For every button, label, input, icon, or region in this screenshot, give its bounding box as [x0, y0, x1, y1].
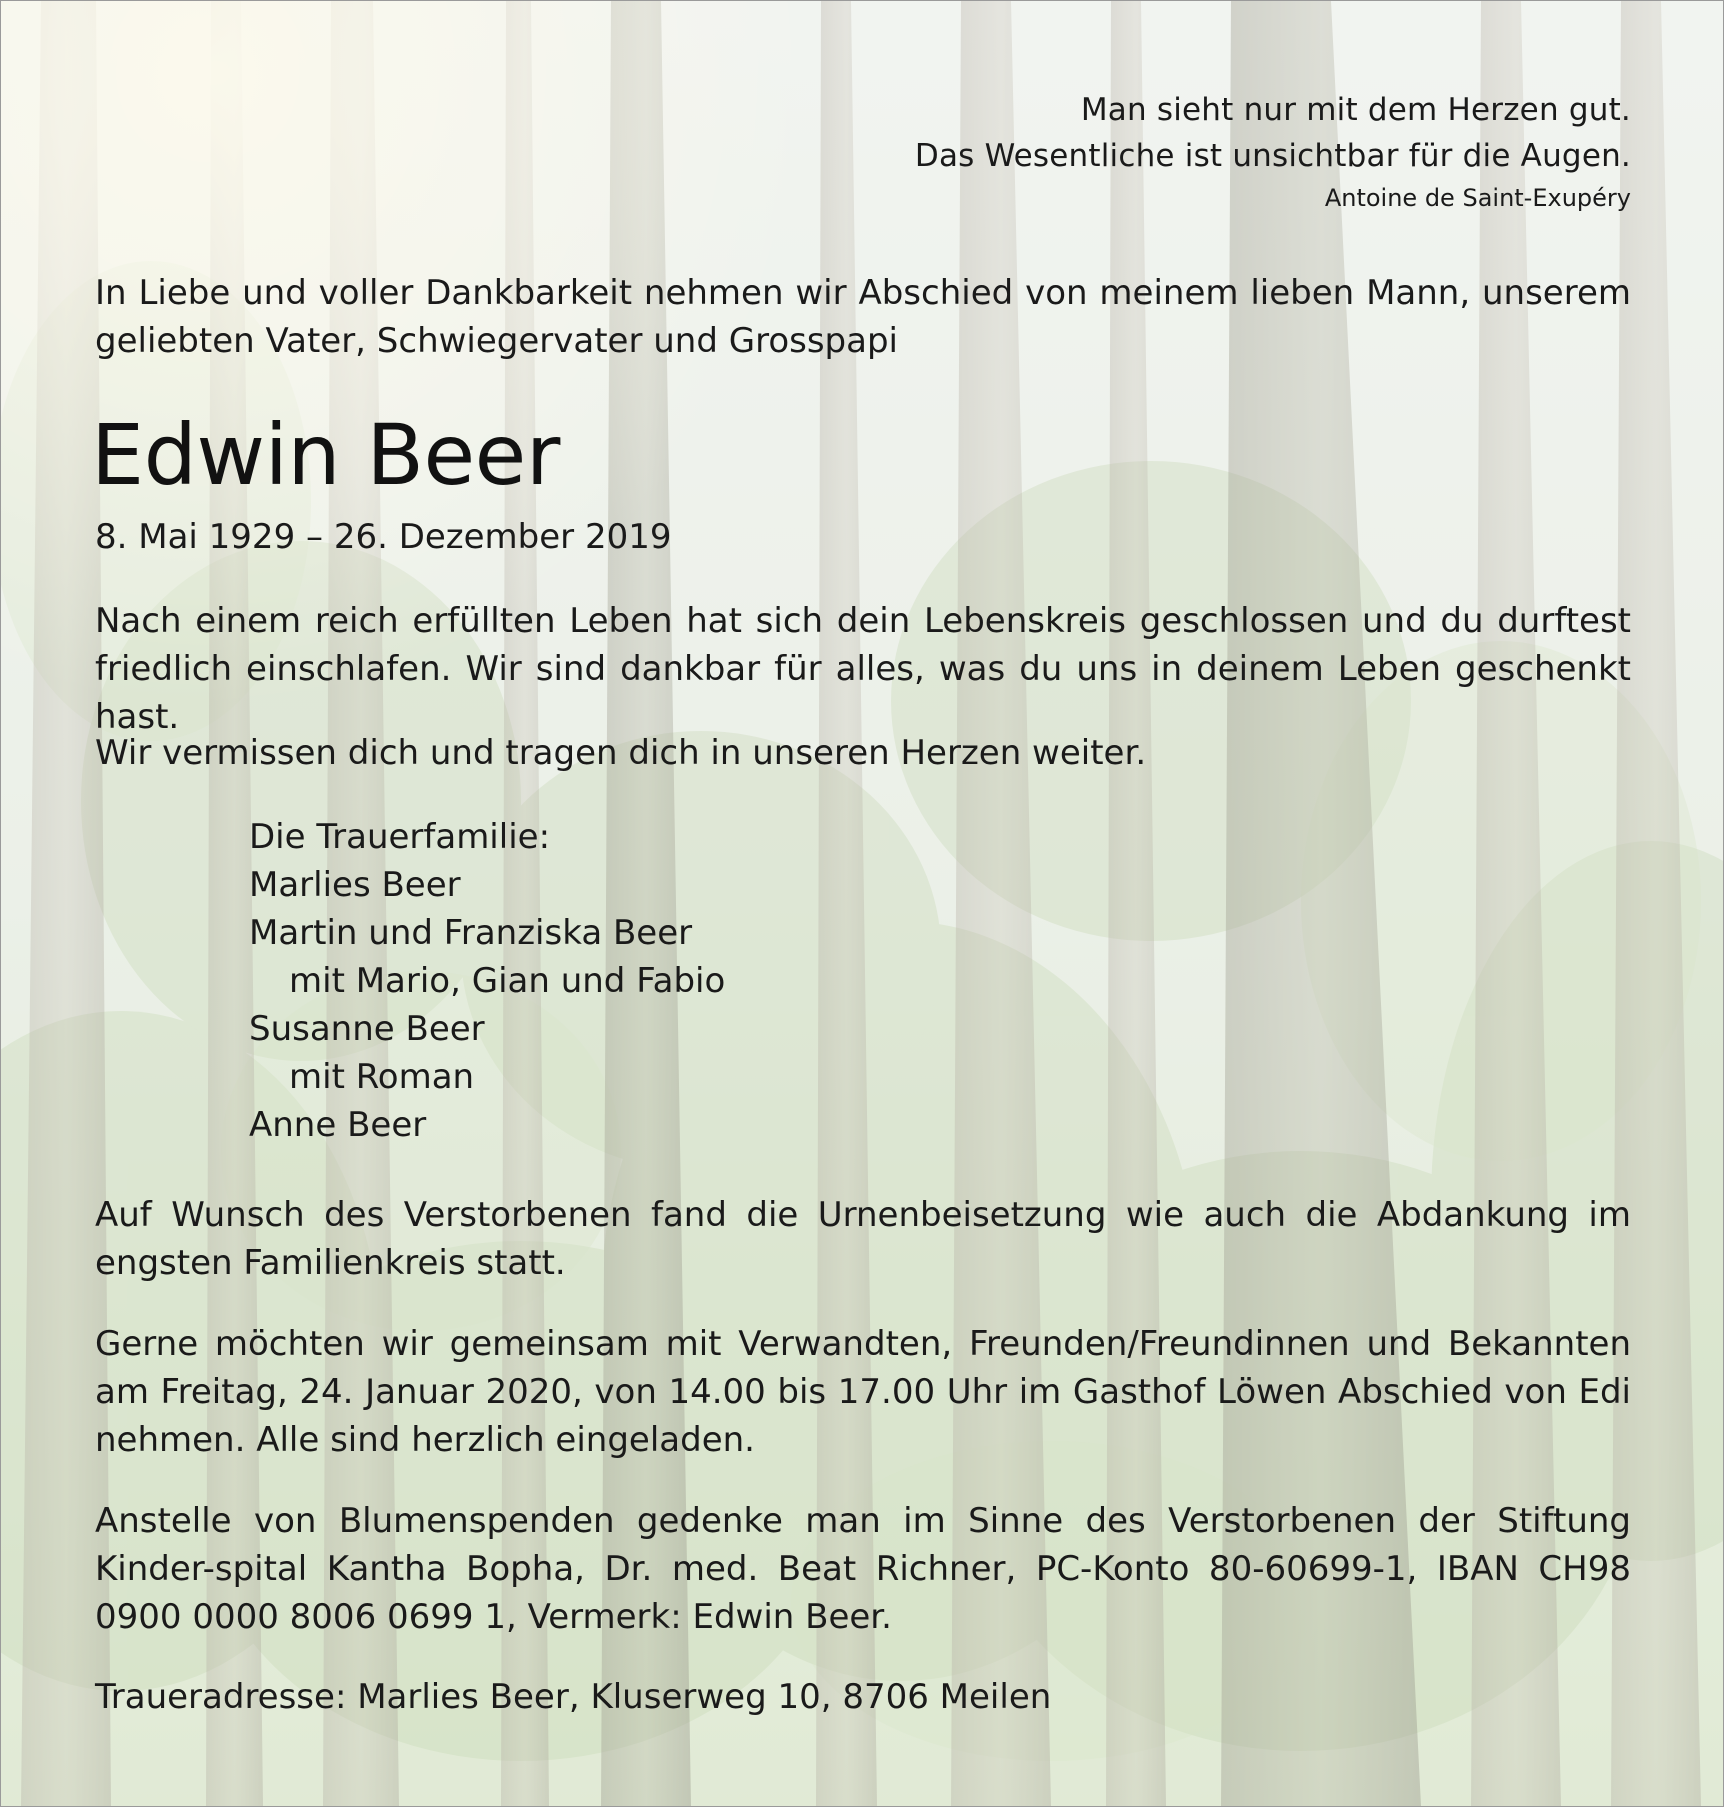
life-dates: 8. Mai 1929 – 26. Dezember 2019	[95, 517, 672, 557]
epigraph-quote	[915, 87, 1631, 217]
mourning-address: Traueradresse: Marlies Beer, Kluserweg 10, 8706 Meilen	[95, 1677, 1052, 1717]
family-member: Anne Beer	[249, 1105, 427, 1145]
family-member: mit Mario, Gian und Fabio	[289, 961, 726, 1001]
farewell-paragraph: Gerne möchten wir gemeinsam mit Verwandten, Freunden/Freundinnen und Bekannten am Freitag, 24. Januar 2020, von 14.00 bis 17.00 Uhr im Gasthof Löwen Abschied von Edi nehmen. Alle sind herzlich eingeladen.	[95, 1324, 1631, 1460]
miss-paragraph: Wir vermissen dich und tragen dich in unseren Herzen weiter.	[95, 733, 1147, 773]
family-member: mit Roman	[289, 1057, 475, 1097]
quote-line: Das Wesentliche ist unsichtbar für die Augen.	[914, 138, 1631, 174]
life-paragraph: Nach einem reich erfüllten Leben hat sich dein Lebenskreis geschlossen und du durftest friedlich einschlafen. Wir sind dankbar für alles, was du uns in deinem Leben geschenkt hast.	[95, 601, 1631, 737]
burial-paragraph: Auf Wunsch des Verstorbenen fand die Urnenbeisetzung wie auch die Abdankung im engsten Familienkreis statt.	[95, 1195, 1631, 1283]
family-member: Martin und Franziska Beer	[249, 913, 693, 953]
mourning-family	[249, 813, 725, 1149]
family-member: Marlies Beer	[249, 865, 461, 905]
quote-author: Antoine de Saint-Exupéry	[1324, 184, 1631, 212]
deceased-name: Edwin Beer	[91, 406, 560, 504]
quote-line: Man sieht nur mit dem Herzen gut.	[1080, 92, 1631, 128]
donation-paragraph: Anstelle von Blumenspenden gedenke man im Sinne des Verstorbenen der Stiftung Kinder-spital Kantha Bopha, Dr. med. Beat Richner, PC-Konto 80-60699-1, IBAN CH98 0900 0000 8006 0699 1, Vermerk: Edwin Beer.	[95, 1501, 1631, 1637]
family-heading: Die Trauerfamilie:	[249, 817, 551, 857]
family-member: Susanne Beer	[249, 1009, 485, 1049]
intro-paragraph: In Liebe und voller Dankbarkeit nehmen wir Abschied von meinem lieben Mann, unserem geliebten Vater, Schwiegervater und Grosspapi	[95, 273, 1631, 361]
